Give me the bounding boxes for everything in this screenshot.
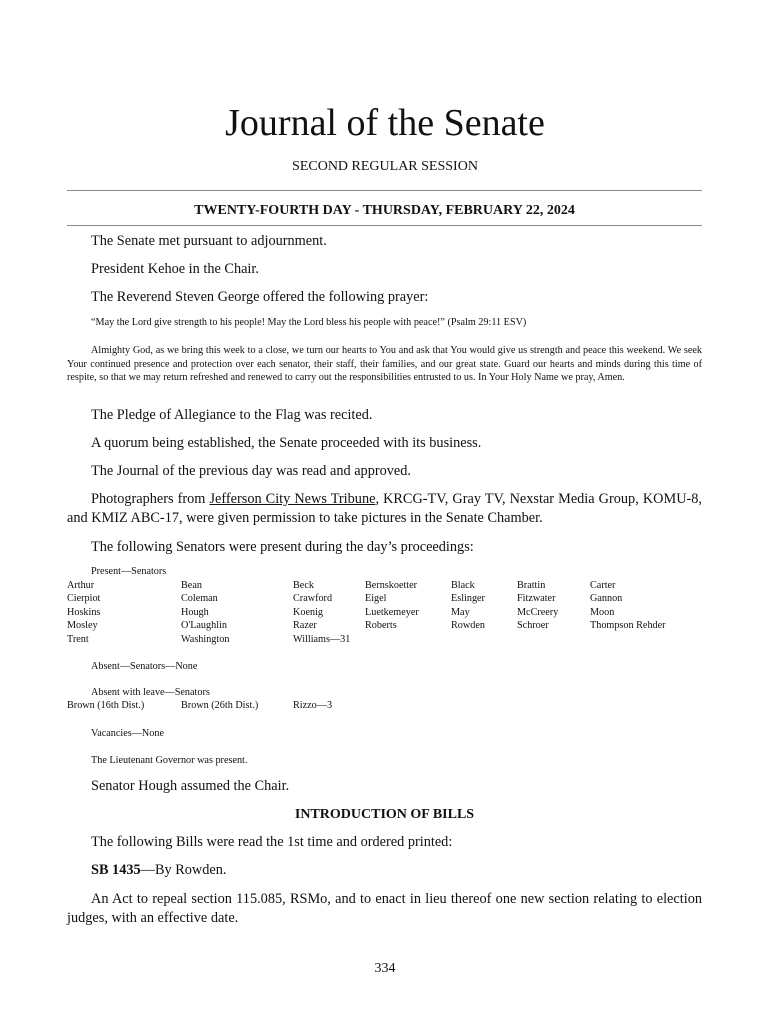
senator-name: Coleman	[181, 593, 218, 605]
lt-governor-note: The Lieutenant Governor was present.	[91, 755, 248, 766]
session-label: SECOND REGULAR SESSION	[292, 159, 478, 174]
bill-sponsor: —By Rowden.	[140, 862, 227, 878]
leave-label: Absent with leave—Senators	[91, 687, 210, 698]
senator-name: Bean	[181, 580, 202, 591]
senator-name: Crawford	[293, 593, 333, 605]
section-heading: INTRODUCTION OF BILLS	[294, 807, 475, 822]
senator-name: Gannon	[590, 593, 623, 605]
paragraph-hough-chair: Senator Hough assumed the Chair.	[91, 778, 290, 794]
photographers-post: , KRCG-TV, Gray TV, Nexstar Media Group, KOMU-8, and KMIZ ABC-17, were given permission to take pictures in the Senate Chamber.	[67, 491, 702, 526]
senator-name: Razer	[293, 620, 317, 632]
senator-name: Hoskins	[67, 606, 101, 618]
senator-name: Eslinger	[451, 593, 485, 605]
bill-description: An Act to repeal section 115.085, RSMo, and to enact in lieu thereof one new section relating to election judges, with an effective date.	[67, 891, 702, 926]
paragraph-journal: The Journal of the previous day was read and approved.	[91, 463, 411, 479]
senator-name: Bernskoetter	[365, 580, 418, 591]
absent-label: Absent—Senators—None	[91, 661, 198, 672]
paragraph-present-intro: The following Senators were present during the day’s proceedings:	[91, 539, 474, 555]
senator-name: O'Laughlin	[181, 620, 227, 632]
senator-name: Brattin	[517, 580, 546, 591]
senator-name: Arthur	[67, 580, 95, 591]
senator-name: Trent	[67, 633, 89, 645]
senator-name: Williams—31	[293, 633, 351, 645]
senator-name: McCreery	[517, 606, 559, 618]
senator-name: Schroer	[517, 620, 549, 632]
senator-name: Rizzo—3	[293, 700, 333, 711]
senator-name: Carter	[590, 580, 616, 591]
paragraph-chair: President Kehoe in the Chair.	[91, 261, 259, 277]
senator-name: Cierpiot	[67, 593, 101, 605]
senator-name: Mosley	[67, 620, 98, 632]
page-number: 334	[374, 961, 396, 976]
bill-entry	[67, 861, 702, 880]
senator-name: Moon	[590, 606, 615, 618]
senator-name: Brown (16th Dist.)	[67, 700, 145, 711]
paragraph-adjournment: The Senate met pursuant to adjournment.	[91, 233, 327, 249]
prayer-body: Almighty God, as we bring this week to a close, we turn our hearts to You and ask that You would give us strength and peace this weekend. We seek Your continued presence and protection over each senator, their staff, their families, and our great state. Guard our hearts and minds during this time of respite, so that we may return refreshed and renewed to carry out the responsibilities entrusted to us. In Your Holy Name we pray, Amen.	[67, 345, 702, 383]
second-rule	[67, 225, 702, 226]
senator-name: Black	[451, 580, 475, 591]
paragraph-bills-intro: The following Bills were read the 1st time and ordered printed:	[91, 834, 453, 850]
paragraph-quorum: A quorum being established, the Senate proceeded with its business.	[91, 435, 482, 451]
senator-name: Luetkemeyer	[365, 606, 419, 618]
paragraph-prayer-intro: The Reverend Steven George offered the following prayer:	[91, 289, 429, 305]
paragraph-pledge: The Pledge of Allegiance to the Flag was recited.	[91, 407, 373, 423]
senator-name: Fitzwater	[517, 593, 556, 605]
senator-name: Hough	[181, 606, 209, 618]
senator-name: Roberts	[365, 620, 397, 632]
senator-name: May	[451, 606, 470, 618]
senator-name: Brown (26th Dist.)	[181, 700, 259, 711]
vacancies-label: Vacancies—None	[91, 728, 164, 739]
paragraph-photographers	[67, 490, 702, 528]
senator-name: Eigel	[365, 593, 387, 605]
bill-id: SB 1435	[91, 862, 141, 878]
photographers-pre: Photographers from	[91, 491, 210, 507]
top-rule	[67, 190, 702, 191]
news-tribune-link[interactable]: Jefferson City News Tribune	[209, 491, 376, 507]
journal-title: Journal of the Senate	[225, 102, 545, 144]
prayer-quote: “May the Lord give strength to his people! May the Lord bless his people with peace!” (Psalm 29:11 ESV)	[91, 317, 527, 328]
senator-name: Koenig	[293, 606, 323, 618]
senator-name: Beck	[293, 580, 314, 591]
present-label: Present—Senators	[91, 566, 167, 577]
day-heading: TWENTY-FOURTH DAY - THURSDAY, FEBRUARY 22, 2024	[194, 203, 575, 218]
senator-name: Thompson Rehder	[590, 620, 666, 632]
senator-name: Rowden	[451, 620, 485, 632]
senator-name: Washington	[181, 633, 230, 645]
